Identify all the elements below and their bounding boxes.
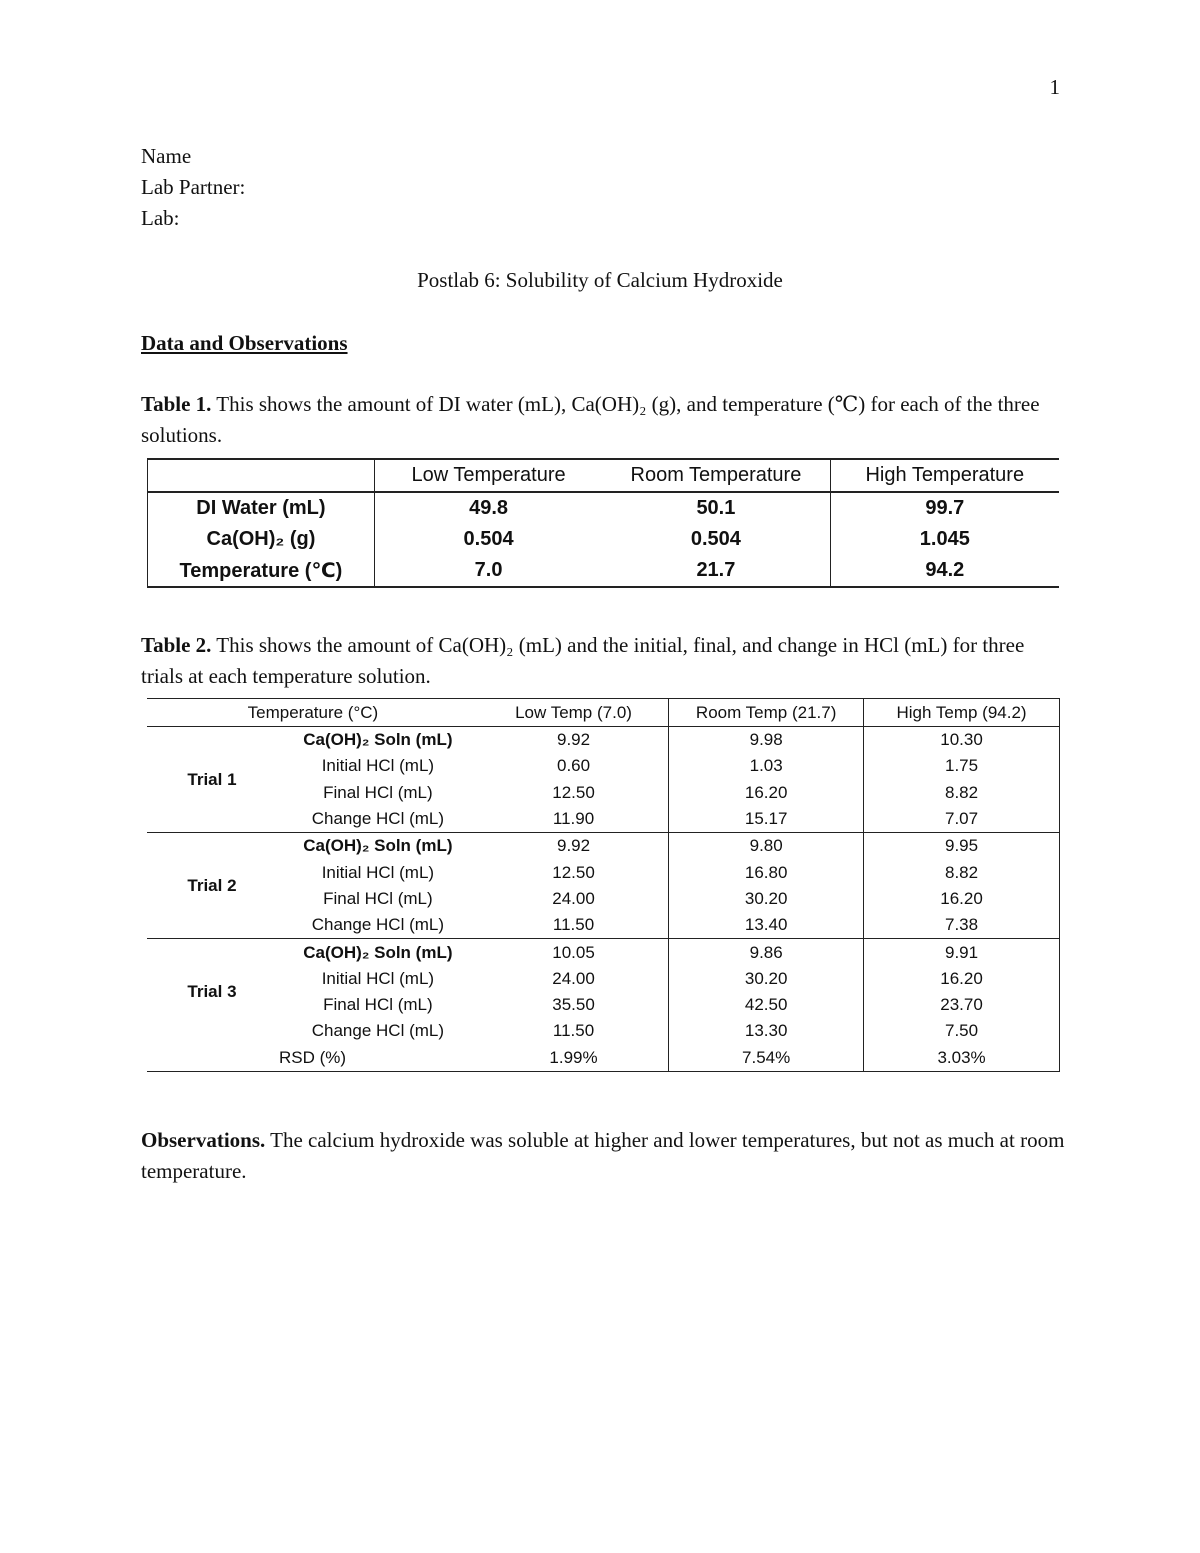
table2-caption-label: Table 2. [141,633,212,657]
table1-cell: 99.7 [830,492,1059,524]
table2-header-cell: Temperature (°C) [147,699,479,727]
lab-label: Lab: [141,206,180,230]
table2-row-label: Initial HCl (mL) [321,862,435,882]
table1-header-cell: Low Temperature [374,459,602,492]
table2-row-label: Final HCl (mL) [323,782,433,802]
rsd-cell: 1.99% [479,1045,669,1072]
table2-cell: 12.50 [552,782,595,802]
table2-cell: 23.70 [864,992,1060,1018]
table1-caption [141,389,1066,451]
table1-header-row [148,459,1060,492]
table2-row-label: Initial HCl (mL) [321,756,435,776]
table1-caption-label: Table 1. [141,392,212,416]
page-number: 1 [1049,75,1060,99]
name-label: Name [141,144,192,168]
table1-header-cell: High Temperature [830,459,1059,492]
table2-header-cell: High Temp (94.2) [864,699,1060,727]
table2-cell: 30.20 [669,886,864,912]
table2-cell: 9.91 [864,939,1060,966]
table2-cell: 13.40 [669,912,864,939]
table2-cell: 11.50 [479,912,669,939]
table-row [147,833,1060,860]
table1-cell: 7.0 [374,555,602,587]
table2-header-row [147,699,1060,727]
table2-cell: 42.50 [669,992,864,1018]
table2-row-label: Change HCl (mL) [277,806,479,833]
table-row-rsd [147,1045,1060,1072]
table-row [148,492,1060,524]
table2-cell: 12.50 [552,862,595,882]
table1-cell: 0.504 [463,528,514,550]
table2-row-label: Initial HCl (mL) [321,968,435,988]
table2-cell: 16.80 [669,859,864,885]
table2-cell: 10.30 [864,727,1060,754]
table2-cell: 30.20 [669,966,864,992]
table1-row-label: Ca(OH)₂ (g) [148,524,375,555]
header-block [141,141,245,234]
table-row [147,780,1060,806]
table-row [147,992,1060,1018]
table2-cell: 10.05 [552,942,595,962]
table2-cell: 8.82 [864,780,1060,806]
table2-cell: 9.95 [864,833,1060,860]
table2-cell: 9.98 [669,727,864,754]
rsd-cell: 7.54% [669,1045,864,1072]
table2-cell: 15.17 [669,806,864,833]
observations-paragraph [141,1125,1066,1187]
table1-cell: 94.2 [830,555,1059,587]
rsd-label-text: RSD (%) [279,1047,347,1067]
table1-caption-text: This shows the amount of DI water (mL), Ca(OH)₂ (g), and temperature (℃) for each of the three solutions. [141,392,1040,447]
table2-cell: 8.82 [864,859,1060,885]
table2-cell: 9.92 [556,836,591,856]
table1-header-cell: Room Temperature [602,459,830,492]
table1-header-cell [148,459,375,492]
table2-cell: 9.92 [556,730,591,750]
table2-cell: 9.86 [669,939,864,966]
table2-cell: 11.90 [479,806,669,833]
table2-row-label: Change HCl (mL) [277,912,479,939]
table2-row-label: Ca(OH)₂ Soln (mL) [303,836,453,856]
table2-cell: 1.75 [864,753,1060,779]
table2-cell: 13.30 [669,1018,864,1044]
trial-label: Trial 1 [147,727,277,833]
table-row [147,806,1060,833]
observations-label: Observations. [141,1128,266,1152]
table2-row-label: Ca(OH)₂ Soln (mL) [303,942,453,962]
table-row [147,1018,1060,1044]
rsd-cell: 3.03% [864,1045,1060,1072]
table1-cell: 50.1 [696,497,736,519]
table2-cell: 1.03 [669,753,864,779]
table-row [147,859,1060,885]
table2-cell: 9.80 [669,833,864,860]
table2-cell: 7.07 [864,806,1060,833]
table2-cell: 0.60 [556,756,591,776]
observations-text: The calcium hydroxide was soluble at higher and lower temperatures, but not as much at room temperature. [141,1128,1065,1183]
table-row [147,912,1060,939]
table1-row-label: Temperature (℃) [148,555,375,587]
table2 [147,698,1060,1072]
table1-cell: 49.8 [469,497,509,519]
table2-header-cell: Low Temp (7.0) [479,699,669,727]
table-row [147,966,1060,992]
table-row [147,886,1060,912]
table2-cell: 35.50 [552,995,595,1015]
rsd-label [147,1045,479,1072]
table-row [147,753,1060,779]
table2-cell: 16.20 [864,886,1060,912]
table2-header-cell: Room Temp (21.7) [669,699,864,727]
table2-cell: 11.50 [552,1021,595,1041]
table1-cell: 1.045 [830,524,1059,555]
table1-row-label: DI Water (mL) [148,492,375,524]
section-heading: Data and Observations [141,331,348,355]
document-title: Postlab 6: Solubility of Calcium Hydroxide [417,268,783,292]
table-row [147,939,1060,966]
table2-cell: 16.20 [669,780,864,806]
table2-caption [141,630,1066,692]
table1 [147,458,1059,588]
table2-row-label: Change HCl (mL) [311,1021,445,1041]
table-row [148,555,1060,587]
table2-row-label: Ca(OH)₂ Soln (mL) [303,730,453,750]
table2-row-label: Final HCl (mL) [323,888,433,908]
table-row [147,727,1060,754]
trial-label: Trial 2 [147,833,277,939]
table2-cell: 16.20 [864,966,1060,992]
table2-caption-text: This shows the amount of Ca(OH)₂ (mL) and the initial, final, and change in HCl (mL) for three trials at each temperature solution. [141,633,1025,688]
lab-partner-label: Lab Partner: [141,175,246,199]
table-row [148,524,1060,555]
table2-cell: 24.00 [552,888,595,908]
table2-cell: 7.38 [864,912,1060,939]
trial-label: Trial 3 [187,981,237,1001]
table1-cell: 21.7 [602,555,830,587]
table1-cell: 0.504 [690,528,741,550]
table2-cell: 24.00 [552,968,595,988]
table2-row-label: Final HCl (mL) [323,995,433,1015]
table2-cell: 7.50 [864,1018,1060,1044]
